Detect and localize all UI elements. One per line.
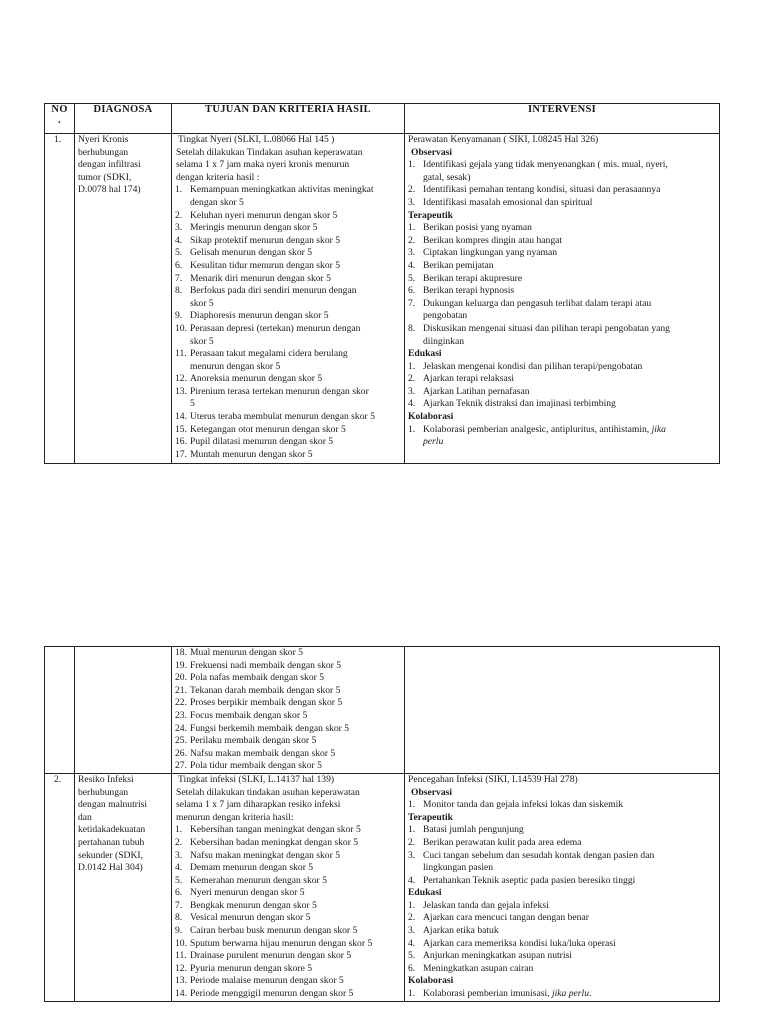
section-edukasi: Edukasi xyxy=(408,348,442,360)
edukasi-list xyxy=(408,361,716,411)
list-item: 1. Kemampuan meningkatkan aktivitas meningkat dengan skor 5 xyxy=(175,184,374,208)
tujuan-title: Tingkat Nyeri (SLKI, L.08066 Hal 145 ) xyxy=(178,134,335,145)
list-item: 3. Ajarkan etika batuk xyxy=(408,925,499,937)
list-item: 1. Berikan posisi yang nyaman xyxy=(408,222,532,234)
list-item: 2. Ajarkan cara mencuci tangan dengan benar xyxy=(408,912,589,924)
list-item: 26. Nafsu makan membaik dengan skor 5 xyxy=(175,747,336,759)
list-item: 12. Pyuria menurun dengan skore 5 xyxy=(175,962,313,974)
list-item: 8. Diskusikan mengenai situasi dan pilihan terapi pengobatan yang diinginkan xyxy=(408,322,670,347)
row1-tujuan: Tingkat Nyeri (SLKI, L.08066 Hal 145 ) Setelah dilakukan Tindakan asuhan keperawatan selama 1 x 7 jam maka nyeri kronis menurun dengan kriteria hasil : 1. Kemampuan meningkatkan aktivitas meningkat dengan skor 5 2. Keluhan nyeri menurun dengan skor 5 3. Meringis menurun dengan skor 5 4. Sikap protektif menurun dengan skor 5 5. Gelisah menurun dengan skor 5 6. Kesulitan tidur menurun dengan skor 5 7. Menarik diri menurun dengan skor 5 8. Berfokus pada diri sendiri menurun dengan skor 5 9. Diaphoresis menurun dengan skor 5 10. Perasaan depresi (tertekan) menurun dengan skor 5 11. Perasaan takut megalami cidera berulang menurun dengan skor 5 12. Anoreksia menurun dengan skor 5 13. Pirenium terasa tertekan menurun dengan skor 5 14. Uterus teraba membulat menurun dengan skor 5 15. Ketegangan otot menurun dengan skor 5 16. Pupil dilatasi menurun dengan skor 5 17. Muntah menurun dengan skor 5 xyxy=(172,134,405,464)
list-item: 1. Identifikasi gejala yang tidak menyenangkan ( mis. mual, nyeri, gatal, sesak) xyxy=(408,159,668,183)
list-item: 4. Ajarkan cara memeriksa kondisi luka/luka operasi xyxy=(408,937,616,949)
header-no: NO . xyxy=(45,104,75,134)
list-item: 3. Cuci tangan sebelum dan sesudah kontak dengan pasien dan lingkungan pasien xyxy=(408,849,655,874)
list-item: 25. Perilaku membaik dengan skor 5 xyxy=(175,735,317,747)
list-item: 10. Sputum berwarna hijau menurun dengan skor 5 xyxy=(175,937,373,949)
list-item: 20. Pola nafas membaik dengan skor 5 xyxy=(175,672,325,684)
header-diagnosa: DIAGNOSA xyxy=(75,104,172,134)
list-item: 3. Ciptakan lingkungan yang nyaman xyxy=(408,247,558,259)
row2-no: 2. xyxy=(45,773,75,1001)
list-item: 18. Mual menurun dengan skor 5 xyxy=(175,647,303,658)
section-observasi: Observasi xyxy=(411,146,453,158)
list-item: 3. Nafsu makan meningkat dengan skor 5 xyxy=(175,849,340,861)
list-item: 10. Perasaan depresi (tertekan) menurun dengan skor 5 xyxy=(175,322,361,347)
list-item: 16. Pupil dilatasi menurun dengan skor 5 xyxy=(175,436,334,448)
list-item: 2. Kebersihan badan meningkat dengan skor 5 xyxy=(175,836,359,848)
list-item: 3. Identifikasi masalah emosional dan spiritual xyxy=(408,196,593,208)
list-item: 1. Jelaskan tanda dan gejala infeksi xyxy=(408,899,549,911)
observasi-list xyxy=(408,799,716,812)
list-item: 23. Focus membaik dengan skor 5 xyxy=(175,709,308,721)
edukasi-list xyxy=(408,900,716,976)
list-item: 2. Berikan kompres dingin atau hangat xyxy=(408,234,563,246)
care-plan-table-page-2 xyxy=(44,646,720,1002)
intervensi-title: Perawatan Kenyamanan ( SIKI, I.08245 Hal 326) xyxy=(408,134,599,145)
list-item: 17. Muntah menurun dengan skor 5 xyxy=(175,448,313,460)
list-item: 7. Menarik diri menurun dengan skor 5 xyxy=(175,272,331,284)
list-item: 11. Drainase purulent menurun dengan skor 5 xyxy=(175,950,352,962)
list-item: 4. Demam menurun dengan skor 5 xyxy=(175,862,314,874)
list-item: 13. Pirenium terasa tertekan menurun dengan skor 5 xyxy=(175,385,369,410)
section-terapeutik: Terapeutik xyxy=(408,811,453,823)
kolaborasi-list xyxy=(408,424,716,449)
section-edukasi: Edukasi xyxy=(408,887,442,899)
kriteria-hasil-list-continued xyxy=(175,647,401,773)
table-row-1 xyxy=(45,134,720,464)
kriteria-hasil-list xyxy=(175,824,401,1000)
list-item: 1. Kolaborasi pemberian analgesic, antipluritus, antihistamin, jika perlu xyxy=(408,423,666,448)
list-item: 1. Monitor tanda dan gejala infeksi lokas dan siskemik xyxy=(408,799,624,811)
list-item: 5. Berikan terapi akupresure xyxy=(408,272,523,284)
list-item: 13. Periode malaise menurun dengan skor 5 xyxy=(175,975,344,987)
list-item: 12. Anoreksia menurun dengan skor 5 xyxy=(175,373,323,385)
list-item: 2. Keluhan nyeri menurun dengan skor 5 xyxy=(175,209,338,221)
section-kolaborasi: Kolaborasi xyxy=(408,975,454,987)
header-intervensi: INTERVENSI xyxy=(405,104,720,134)
list-item: 8. Berfokus pada diri sendiri menurun dengan skor 5 xyxy=(175,285,357,309)
terapeutik-list xyxy=(408,222,716,348)
list-item: 5. Kemerahan menurun dengan skor 5 xyxy=(175,874,327,886)
list-item: 2. Ajarkan terapi relaksasi xyxy=(408,373,515,385)
list-item: 5. Anjurkan meningkatkan asupan nutrisi xyxy=(408,950,572,962)
row2-diagnosa: Resiko Infeksi berhubungan dengan malnutrisi dan ketidakadekuatan pertahanan tubuh sekunder (SDKI, D.0142 Hal 304) xyxy=(75,773,172,1001)
row1-intervensi xyxy=(405,134,720,464)
row2-intervensi xyxy=(405,773,720,1001)
terapeutik-list xyxy=(408,824,716,887)
list-item: 3. Ajarkan Latihan pernafasan xyxy=(408,385,530,397)
list-item: 22. Proses berpikir membaik dengan skor 5 xyxy=(175,697,343,709)
list-item: 5. Gelisah menurun dengan skor 5 xyxy=(175,247,313,259)
list-item: 19. Frekuensi nadi membaik dengan skor 5 xyxy=(175,659,342,671)
list-item: 1. Kolaborasi pemberian imunisasi, jika perlu. xyxy=(408,988,592,1000)
list-item: 2. Identifikasi pemahan tentang kondisi, situasi dan perasaannya xyxy=(408,184,661,196)
intervensi-title: Pencegahan Infeksi (SIKI, I.14539 Hal 278) xyxy=(408,773,578,785)
table-header-row xyxy=(45,104,720,134)
kolaborasi-list xyxy=(408,988,716,1001)
list-item: 15. Ketegangan otot menurun dengan skor 5 xyxy=(175,423,346,435)
header-tujuan: TUJUAN DAN KRITERIA HASIL xyxy=(172,104,405,134)
observasi-list xyxy=(408,159,716,209)
list-item: 7. Bengkak menurun dengan skor 5 xyxy=(175,899,317,911)
table-row-2 xyxy=(45,773,720,1001)
list-item: 6. Meningkatkan asupan cairan xyxy=(408,962,534,974)
list-item: 4. Berikan pemijatan xyxy=(408,259,494,271)
list-item: 4. Pertahankan Teknik aseptic pada pasien beresiko tinggi xyxy=(408,874,636,886)
list-item: 9. Cairan berbau busk menurun dengan skor 5 xyxy=(175,925,358,937)
list-item: 9. Diaphoresis menurun dengan skor 5 xyxy=(175,310,329,322)
list-item: 7. Dukungan keluarga dan pengasuh terlibat dalam terapi atau pengobatan xyxy=(408,297,652,322)
list-item: 24. Fungsi berkemih membaik dengan skor 5 xyxy=(175,722,350,734)
section-kolaborasi: Kolaborasi xyxy=(408,411,454,423)
list-item: 3. Meringis menurun dengan skor 5 xyxy=(175,222,318,234)
list-item: 1. Jelaskan mengenai kondisi dan pilihan terapi/pengobatan xyxy=(408,360,643,372)
list-item: 6. Kesulitan tidur menurun dengan skor 5 xyxy=(175,259,341,271)
section-observasi: Observasi xyxy=(411,786,453,798)
list-item: 11. Perasaan takut megalami cidera berulang menurun dengan skor 5 xyxy=(175,348,348,372)
list-item: 21. Tekanan darah membaik dengan skor 5 xyxy=(175,684,341,696)
list-item: 2. Berikan perawatan kulit pada area edema xyxy=(408,836,582,848)
list-item: 14. Uterus teraba membulat menurun dengan skor 5 xyxy=(175,411,375,423)
section-terapeutik: Terapeutik xyxy=(408,209,453,221)
care-plan-table-page-1 xyxy=(44,103,720,464)
list-item: 6. Berikan terapi hypnosis xyxy=(408,285,515,297)
list-item: 4. Sikap protektif menurun dengan skor 5 xyxy=(175,234,341,246)
row1-no: 1. xyxy=(45,134,75,464)
list-item: 14. Periode menggigil menurun dengan skor 5 xyxy=(175,988,354,1000)
list-item: 8. Vesical menurun dengan skor 5 xyxy=(175,912,311,924)
list-item: 1. Batasi jumlah pengunjung xyxy=(408,824,524,836)
list-item: 4. Ajarkan Teknik distraksi dan imajinasi terbimbing xyxy=(408,398,616,410)
list-item: 6. Nyeri menurun dengan skor 5 xyxy=(175,887,305,899)
table-row-1-continued xyxy=(45,647,720,774)
kriteria-hasil-list xyxy=(175,184,401,461)
list-item: 1. Kebersihan tangan meningkat dengan skor 5 xyxy=(175,824,361,836)
row1-diagnosa: Nyeri Kronis berhubungan dengan infiltrasi tumor (SDKI, D.0078 hal 174) xyxy=(75,134,172,464)
list-item: 27. Pola tidur membaik dengan skor 5 xyxy=(175,760,322,772)
row1b-tujuan xyxy=(172,647,405,774)
tujuan-title: Tingkat infeksi (SLKI, L.14137 hal 139) xyxy=(178,773,335,785)
row2-tujuan: Tingkat infeksi (SLKI, L.14137 hal 139) Setelah dilakukan tindakan asuhan keperawatan selama 1 x 7 jam diharapkan resiko infeksi menurun dengan kriteria hasil: 1. Kebersihan tangan meningkat dengan skor 5 2. Kebersihan badan meningkat dengan skor 5 3. Nafsu makan meningkat dengan skor 5 4. Demam menurun dengan skor 5 5. Kemerahan menurun dengan skor 5 6. Nyeri menurun dengan skor 5 7. Bengkak menurun dengan skor 5 8. Vesical menurun dengan skor 5 9. Cairan berbau busk menurun dengan skor 5 10. Sputum berwarna hijau menurun dengan skor 5 11. Drainase purulent menurun dengan skor 5 12. Pyuria menurun dengan skore 5 13. Periode malaise menurun dengan skor 5 14. Periode menggigil menurun dengan skor 5 xyxy=(172,773,405,1001)
